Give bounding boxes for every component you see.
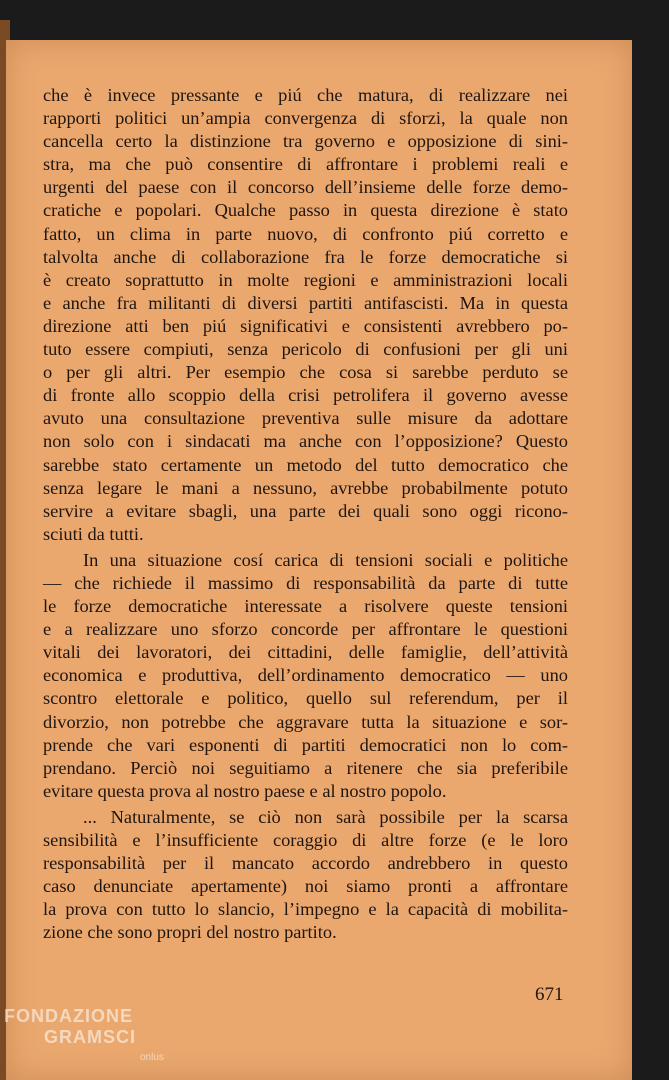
text-line: vitali dei lavoratori, dei cittadini, delle famiglie, dell’attività: [43, 642, 568, 663]
text-line: evitare questa prova al nostro paese e al nostro popolo.: [43, 780, 447, 801]
paragraph-1: [43, 84, 568, 546]
text-line: ... Naturalmente, se ciò non sarà possibile per la scarsa: [83, 806, 568, 827]
text-line: sciuti da tutti.: [43, 523, 144, 544]
text-line: non solo con i sindacati ma anche con l’opposizione? Questo: [43, 431, 568, 452]
watermark-line-2: GRAMSCI: [44, 1027, 136, 1047]
text-line: — che richiede il massimo di responsabilità da parte di tutte: [43, 572, 568, 593]
text-line: In una situazione cosí carica di tensioni sociali e politiche: [83, 549, 568, 570]
body-text: [43, 84, 568, 944]
watermark-line-1: FONDAZIONE: [4, 1006, 133, 1026]
text-line: servire a evitare sbagli, una parte dei quali sono oggi ricono-: [43, 500, 568, 521]
text-line: senza legare le mani a nessuno, avrebbe probabilmente potuto: [43, 477, 568, 498]
text-line: divorzio, non potrebbe che aggravare tutta la situazione e sor-: [43, 711, 568, 732]
text-line: tuto essere compiuti, senza pericolo di confusioni per gli uni: [43, 339, 568, 360]
text-line: di fronte allo scoppio della crisi petrolifera il governo avesse: [43, 385, 568, 406]
text-line: rapporti politici un’ampia convergenza di sforzi, la quale non: [43, 108, 568, 129]
watermark-line-3: onlus: [140, 1052, 164, 1063]
text-line: che è invece pressante e piú che matura, di realizzare nei: [43, 85, 568, 105]
text-line: e a realizzare uno sforzo concorde per affrontare le questioni: [43, 619, 568, 640]
fondazione-gramsci-watermark: [4, 1006, 164, 1063]
text-line: sensibilità e l’insufficiente coraggio di altre forze (e le loro: [43, 830, 568, 850]
text-line: cancella certo la distinzione tra governo e opposizione di sini-: [43, 131, 568, 152]
text-line: stra, ma che può consentire di affrontare i problemi reali e: [43, 154, 568, 175]
paragraph-3: [43, 806, 568, 945]
page-number: 671: [535, 984, 564, 1005]
text-line: scontro elettorale e politico, quello sul referendum, per il: [43, 688, 568, 709]
text-line: economica e produttiva, dell’ordinamento democratico — uno: [43, 665, 568, 686]
text-line: zione che sono propri del nostro partito.: [43, 922, 337, 943]
text-line: urgenti del paese con il concorso dell’insieme delle forze demo-: [43, 177, 568, 198]
text-line: caso denunciate apertamente) noi siamo pronti a affrontare: [43, 876, 568, 897]
text-line: cratiche e popolari. Qualche passo in questa direzione è stato: [43, 200, 568, 221]
text-line: prendano. Perciò noi seguitiamo a ritenere che sia preferibile: [43, 757, 568, 778]
text-line: prende che vari esponenti di partiti democratici non lo com-: [43, 734, 568, 755]
text-line: talvolta anche di collaborazione fra le forze democratiche si: [43, 246, 568, 267]
text-line: fatto, un clima in parte nuovo, di confronto piú corretto e: [43, 223, 568, 244]
text-line: direzione atti ben piú significativi e consistenti avrebbero po-: [43, 315, 568, 336]
text-line: e anche fra militanti di diversi partiti antifascisti. Ma in questa: [43, 292, 568, 313]
text-line: o per gli altri. Per esempio che cosa si sarebbe perduto se: [43, 362, 568, 383]
text-line: è creato soprattutto in molte regioni e amministrazioni locali: [43, 269, 568, 290]
text-line: avuto una consultazione preventiva sulle misure da adottare: [43, 408, 568, 429]
paragraph-2: [43, 549, 568, 803]
text-line: la prova con tutto lo slancio, l’impegno e la capacità di mobilita-: [43, 899, 568, 920]
text-line: le forze democratiche interessate a risolvere queste tensioni: [43, 596, 568, 617]
text-line: responsabilità per il mancato accordo andrebbero in questo: [43, 853, 568, 874]
text-line: sarebbe stato certamente un metodo del tutto democratico che: [43, 454, 568, 475]
